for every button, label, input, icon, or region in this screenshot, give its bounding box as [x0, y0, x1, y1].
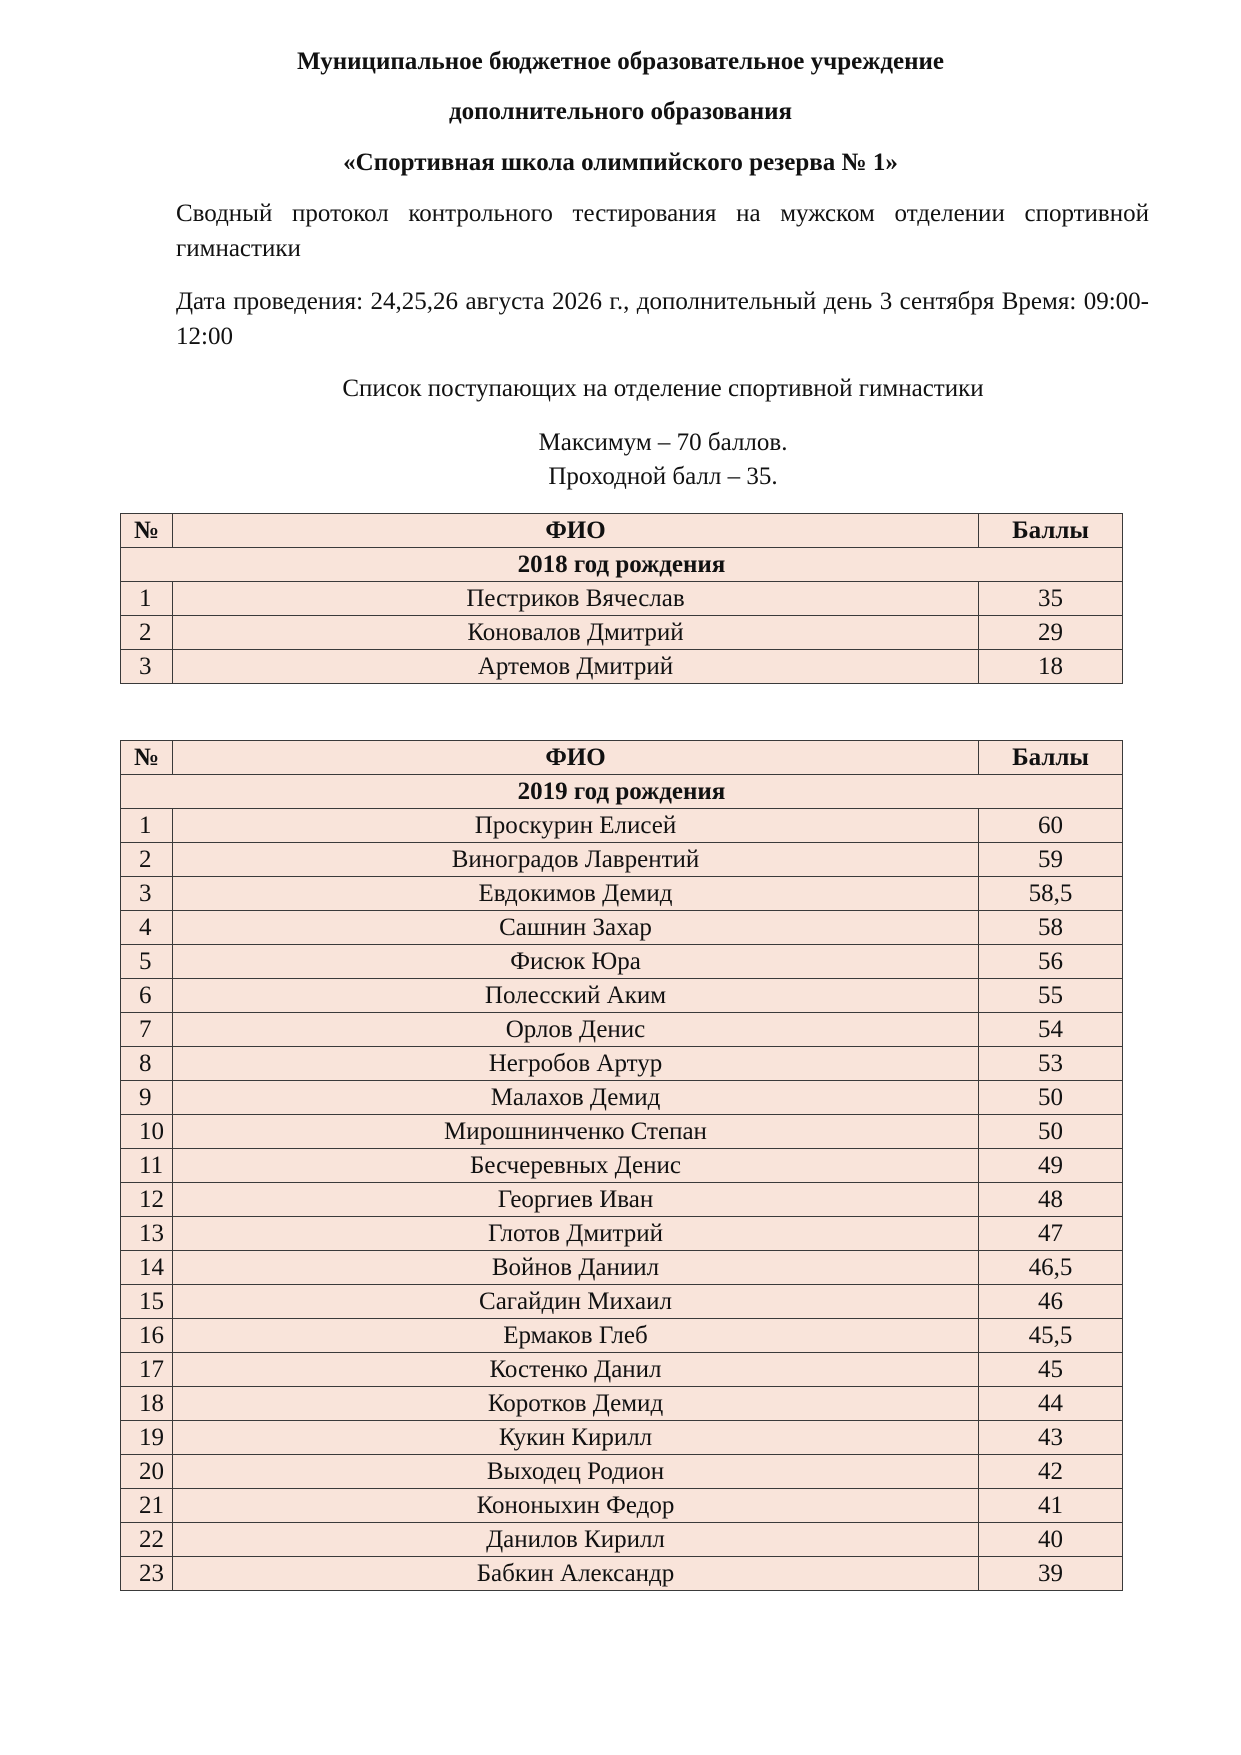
table-row — [121, 1421, 1123, 1455]
row-number: 17 — [121, 1353, 173, 1387]
column-header-name: ФИО — [173, 741, 979, 775]
athlete-name: Войнов Даниил — [173, 1251, 979, 1285]
row-number: 20 — [121, 1455, 173, 1489]
row-number: 3 — [121, 650, 173, 684]
school-name-line-3: «Спортивная школа олимпийского резерва № 1» — [343, 149, 898, 176]
athlete-score: 35 — [979, 582, 1123, 616]
table-row — [121, 1183, 1123, 1217]
column-header-score: Баллы — [979, 514, 1123, 548]
table-row — [121, 1455, 1123, 1489]
column-header-score: Баллы — [979, 741, 1123, 775]
list-title: Список поступающих на отделение спортивной гимнастики — [342, 375, 984, 402]
athlete-name: Малахов Демид — [173, 1081, 979, 1115]
table-row — [121, 582, 1123, 616]
athlete-name: Сагайдин Михаил — [173, 1285, 979, 1319]
group-row — [121, 775, 1123, 809]
table-row — [121, 1285, 1123, 1319]
row-number: 1 — [121, 809, 173, 843]
table-row — [121, 1081, 1123, 1115]
athlete-score: 48 — [979, 1183, 1123, 1217]
birth-year-group-label: 2019 год рождения — [121, 775, 1123, 809]
row-number: 13 — [121, 1217, 173, 1251]
table-row — [121, 1115, 1123, 1149]
table-header-row — [121, 741, 1123, 775]
birth-year-group-label: 2018 год рождения — [121, 548, 1123, 582]
athlete-score: 56 — [979, 945, 1123, 979]
athlete-score: 46,5 — [979, 1251, 1123, 1285]
row-number: 1 — [121, 582, 173, 616]
table-row — [121, 1149, 1123, 1183]
row-number: 2 — [121, 616, 173, 650]
athlete-score: 43 — [979, 1421, 1123, 1455]
group-row — [121, 548, 1123, 582]
table-row — [121, 843, 1123, 877]
table-row — [121, 1387, 1123, 1421]
athlete-score: 18 — [979, 650, 1123, 684]
athlete-score: 45,5 — [979, 1319, 1123, 1353]
row-number: 14 — [121, 1251, 173, 1285]
row-number: 22 — [121, 1523, 173, 1557]
athlete-name: Мирошнинченко Степан — [173, 1115, 979, 1149]
table-row — [121, 911, 1123, 945]
athlete-score: 50 — [979, 1115, 1123, 1149]
athlete-name: Выходец Родион — [173, 1455, 979, 1489]
athlete-score: 42 — [979, 1455, 1123, 1489]
athlete-name: Негробов Артур — [173, 1047, 979, 1081]
athlete-score: 49 — [979, 1149, 1123, 1183]
athlete-score: 50 — [979, 1081, 1123, 1115]
table-row — [121, 616, 1123, 650]
date-time-info: Дата проведения: 24,25,26 августа 2026 г., дополнительный день 3 сентября Время: 09:00-12:00 — [176, 288, 1149, 350]
row-number: 2 — [121, 843, 173, 877]
athlete-name: Виноградов Лаврентий — [173, 843, 979, 877]
athlete-score: 40 — [979, 1523, 1123, 1557]
athlete-score: 58,5 — [979, 877, 1123, 911]
protocol-description: Сводный протокол контрольного тестирования на мужском отделении спортивной гимнастики — [176, 200, 1149, 262]
table-row — [121, 1319, 1123, 1353]
athlete-score: 44 — [979, 1387, 1123, 1421]
row-number: 6 — [121, 979, 173, 1013]
row-number: 18 — [121, 1387, 173, 1421]
athlete-score: 58 — [979, 911, 1123, 945]
table-row — [121, 1353, 1123, 1387]
athlete-name: Ермаков Глеб — [173, 1319, 979, 1353]
athlete-name: Коротков Демид — [173, 1387, 979, 1421]
table-row — [121, 877, 1123, 911]
row-number: 23 — [121, 1557, 173, 1591]
table-row — [121, 1523, 1123, 1557]
table-row — [121, 1217, 1123, 1251]
results-table-2018 — [120, 513, 1123, 684]
athlete-name: Пестриков Вячеслав — [173, 582, 979, 616]
athlete-score: 55 — [979, 979, 1123, 1013]
row-number: 7 — [121, 1013, 173, 1047]
athlete-name: Бесчеревных Денис — [173, 1149, 979, 1183]
table-row — [121, 1013, 1123, 1047]
table-row — [121, 809, 1123, 843]
athlete-name: Георгиев Иван — [173, 1183, 979, 1217]
athlete-name: Сашнин Захар — [173, 911, 979, 945]
athlete-name: Костенко Данил — [173, 1353, 979, 1387]
athlete-name: Данилов Кирилл — [173, 1523, 979, 1557]
row-number: 10 — [121, 1115, 173, 1149]
row-number: 19 — [121, 1421, 173, 1455]
row-number: 8 — [121, 1047, 173, 1081]
table-row — [121, 979, 1123, 1013]
athlete-name: Евдокимов Демид — [173, 877, 979, 911]
table-header-row — [121, 514, 1123, 548]
table-row — [121, 1251, 1123, 1285]
school-name-line-2: дополнительного образования — [448, 98, 793, 125]
athlete-name: Фисюк Юра — [173, 945, 979, 979]
table-row — [121, 1557, 1123, 1591]
athlete-name: Кукин Кирилл — [173, 1421, 979, 1455]
school-name-line-1: Муниципальное бюджетное образовательное учреждение — [296, 48, 945, 75]
column-header-number: № — [121, 741, 173, 775]
athlete-score: 41 — [979, 1489, 1123, 1523]
row-number: 3 — [121, 877, 173, 911]
athlete-name: Коновалов Дмитрий — [173, 616, 979, 650]
athlete-name: Глотов Дмитрий — [173, 1217, 979, 1251]
athlete-score: 60 — [979, 809, 1123, 843]
row-number: 21 — [121, 1489, 173, 1523]
row-number: 15 — [121, 1285, 173, 1319]
row-number: 4 — [121, 911, 173, 945]
athlete-score: 39 — [979, 1557, 1123, 1591]
athlete-name: Артемов Дмитрий — [173, 650, 979, 684]
table-row — [121, 650, 1123, 684]
athlete-name: Бабкин Александр — [173, 1557, 979, 1591]
athlete-score: 54 — [979, 1013, 1123, 1047]
table-row — [121, 1047, 1123, 1081]
row-number: 16 — [121, 1319, 173, 1353]
athlete-name: Орлов Денис — [173, 1013, 979, 1047]
table-row — [121, 1489, 1123, 1523]
athlete-name: Проскурин Елисей — [173, 809, 979, 843]
athlete-score: 53 — [979, 1047, 1123, 1081]
results-table-2019 — [120, 740, 1123, 1591]
row-number: 11 — [121, 1149, 173, 1183]
column-header-number: № — [121, 514, 173, 548]
athlete-score: 45 — [979, 1353, 1123, 1387]
athlete-score: 46 — [979, 1285, 1123, 1319]
athlete-score: 59 — [979, 843, 1123, 877]
athlete-score: 47 — [979, 1217, 1123, 1251]
row-number: 12 — [121, 1183, 173, 1217]
column-header-name: ФИО — [173, 514, 979, 548]
row-number: 5 — [121, 945, 173, 979]
athlete-score: 29 — [979, 616, 1123, 650]
pass-score-note: Проходной балл – 35. — [548, 463, 778, 490]
athlete-name: Кононыхин Федор — [173, 1489, 979, 1523]
athlete-name: Полесский Аким — [173, 979, 979, 1013]
max-score-note: Максимум – 70 баллов. — [538, 429, 788, 456]
row-number: 9 — [121, 1081, 173, 1115]
table-row — [121, 945, 1123, 979]
